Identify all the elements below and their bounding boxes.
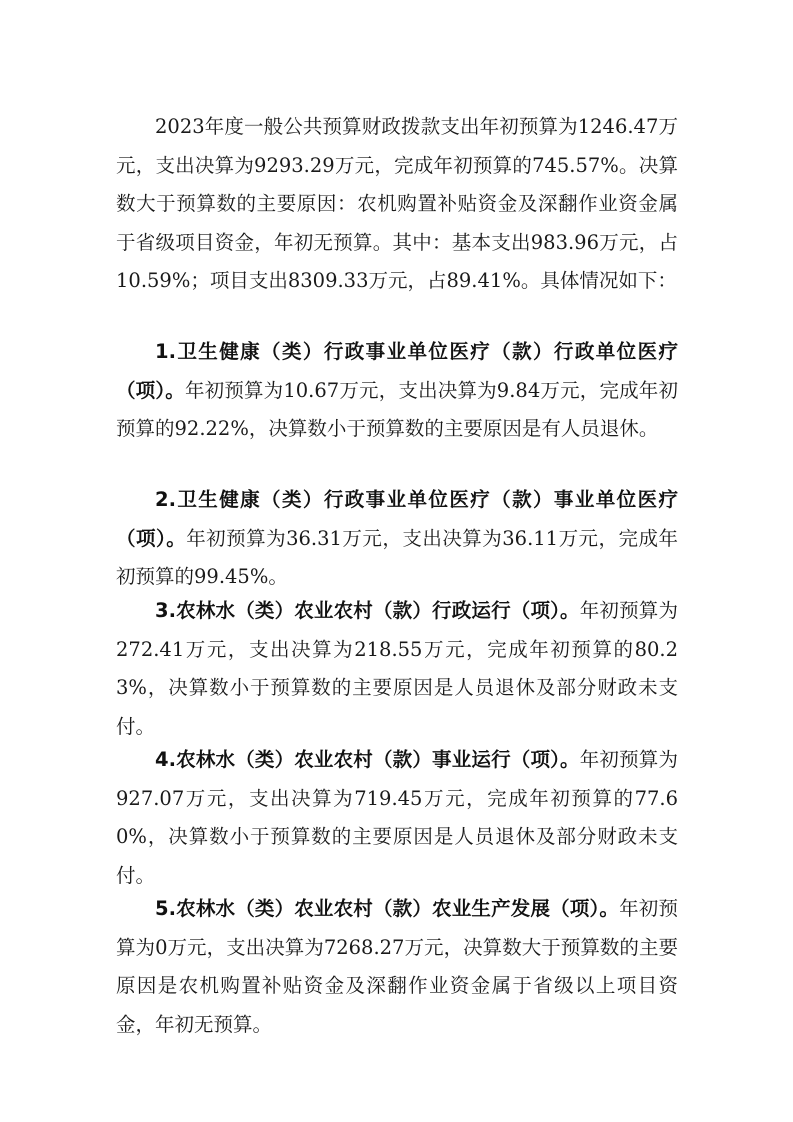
item-body-2: 年初预算为36.31万元，支出决算为36.11万元，完成年初预算的99.45%。 — [116, 526, 678, 588]
item-paragraph-5 — [116, 890, 678, 1044]
item-body-4: 年初预算为927.07万元，支出决算为719.45万元，完成年初预算的77.60%，决算数小于预算数的主要原因是人员退休及部分财政未支付。 — [116, 748, 678, 887]
item-body-3: 年初预算为272.41万元，支出决算为218.55万元，完成年初预算的80.23%，决算数小于预算数的主要原因是人员退休及部分财政未支付。 — [116, 599, 678, 738]
item-paragraph-1 — [116, 333, 678, 449]
item-heading-5: 5.农林水（类）农业农村（款）农业生产发展（项）。 — [155, 897, 620, 920]
item-heading-2: 2.卫生健康（类）行政事业单位医疗（款）事业单位医疗（项）。 — [116, 488, 678, 550]
intro-paragraph: 2023年度一般公共预算财政拨款支出年初预算为1246.47万元，支出决算为9293.29万元，完成年初预算的745.57%。决算数大于预算数的主要原因：农机购置补贴资金及深翻作业资金属于省级项目资金，年初无预算。其中：基本支出983.96万元，占10.59%；项目支出8309.33万元，占89.41%。具体情况如下： — [116, 115, 678, 292]
item-body-5: 年初预算为0万元，支出决算为7268.27万元，决算数大于预算数的主要原因是农机购置补贴资金及深翻作业资金属于省级以上项目资金，年初无预算。 — [116, 897, 678, 1036]
item-heading-1: 1.卫生健康（类）行政事业单位医疗（款）行政单位医疗（项）。 — [116, 340, 678, 402]
item-paragraph-4 — [116, 741, 678, 895]
item-heading-4: 4.农林水（类）农业农村（款）事业运行（项）。 — [155, 748, 580, 771]
item-body-1: 年初预算为10.67万元，支出决算为9.84万元，完成年初预算的92.22%，决算数小于预算数的主要原因是有人员退休。 — [116, 378, 678, 440]
item-heading-3: 3.农林水（类）农业农村（款）行政运行（项）。 — [155, 599, 580, 622]
item-paragraph-3 — [116, 592, 678, 746]
item-paragraph-2 — [116, 481, 678, 597]
